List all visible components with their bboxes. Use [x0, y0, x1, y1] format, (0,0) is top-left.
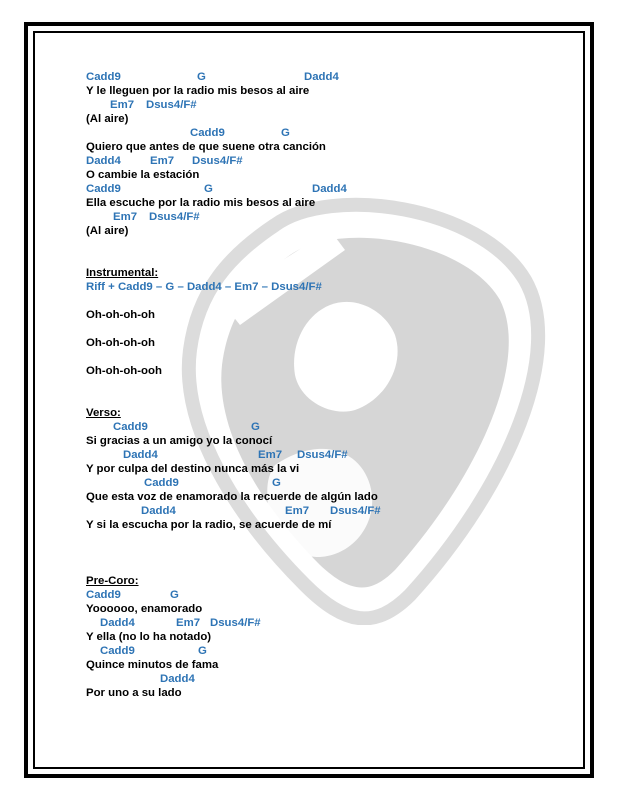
section-heading-verso: Verso: [86, 407, 121, 419]
chord: G [204, 183, 213, 195]
chord: Dadd4 [160, 673, 195, 685]
chord: Dadd4 [86, 155, 121, 167]
chord: Em7 [285, 505, 310, 517]
chord-line [86, 98, 566, 112]
chord: Cadd9 [190, 127, 225, 139]
chord: Em7 [150, 155, 175, 167]
section-heading-instrumental: Instrumental: [86, 267, 159, 279]
chord: Dadd4 [123, 449, 158, 461]
chord: G [170, 589, 179, 601]
lyric-line: O cambie la estación [86, 169, 200, 181]
lyric-line: Quince minutos de fama [86, 659, 219, 671]
chord: Dadd4 [312, 183, 347, 195]
section-heading-precoro: Pre-Coro: [86, 575, 139, 587]
chord-line [86, 448, 566, 462]
chord-line [86, 182, 566, 196]
chord: Em7 [258, 449, 283, 461]
chord: G [197, 71, 206, 83]
lyric-line: (Al aire) [86, 113, 129, 125]
chord: Dsus4/F# [192, 155, 243, 167]
chord-line [86, 154, 566, 168]
lyric-line: Por uno a su lado [86, 687, 182, 699]
chord: Dsus4/F# [149, 211, 200, 223]
chord-line [86, 126, 566, 140]
lyric-line: Y le lleguen por la radio mis besos al aire [86, 85, 310, 97]
chord: Cadd9 [113, 421, 148, 433]
chord: Cadd9 [144, 477, 179, 489]
chord-line [86, 644, 566, 658]
chord: Cadd9 [86, 589, 121, 601]
chord: G [281, 127, 290, 139]
lyric-line: Oh-oh-oh-oh [86, 337, 155, 349]
chord-line [86, 504, 566, 518]
chord-line [86, 588, 566, 602]
lyric-line: Yoooooo, enamorado [86, 603, 203, 615]
chord-line [86, 70, 566, 84]
lyric-line: Oh-oh-oh-oh [86, 309, 155, 321]
lyric-line: Quiero que antes de que suene otra canción [86, 141, 326, 153]
chord: Dsus4/F# [330, 505, 381, 517]
chord: Cadd9 [100, 645, 135, 657]
chord: Cadd9 [86, 183, 121, 195]
chord-line [86, 420, 566, 434]
chord: Cadd9 [86, 71, 121, 83]
chord: Dsus4/F# [210, 617, 261, 629]
chord-line [86, 210, 566, 224]
chord: Dadd4 [100, 617, 135, 629]
chord-line [86, 672, 566, 686]
lyric-line: Que esta voz de enamorado la recuerde de algún lado [86, 491, 378, 503]
riff-line: Riff + Cadd9 – G – Dadd4 – Em7 – Dsus4/F# [86, 281, 322, 293]
lyric-line: Y ella (no lo ha notado) [86, 631, 212, 643]
song-sheet [86, 70, 566, 700]
chord: Em7 [110, 99, 135, 111]
chord: Em7 [113, 211, 138, 223]
chord-line [86, 476, 566, 490]
lyric-line: Y si la escucha por la radio, se acuerde de mí [86, 519, 332, 531]
lyric-line: Si gracias a un amigo yo la conocí [86, 435, 273, 447]
chord: G [272, 477, 281, 489]
lyric-line: Y por culpa del destino nunca más la vi [86, 463, 300, 475]
lyric-line: Oh-oh-oh-ooh [86, 365, 162, 377]
chord: Dsus4/F# [146, 99, 197, 111]
lyric-line: (Al aire) [86, 225, 129, 237]
lyric-line: Ella escuche por la radio mis besos al aire [86, 197, 316, 209]
chord: G [251, 421, 260, 433]
chord: Dadd4 [141, 505, 176, 517]
chord: Em7 [176, 617, 201, 629]
chord: Dsus4/F# [297, 449, 348, 461]
chord-line [86, 616, 566, 630]
chord: Dadd4 [304, 71, 339, 83]
chord: G [198, 645, 207, 657]
